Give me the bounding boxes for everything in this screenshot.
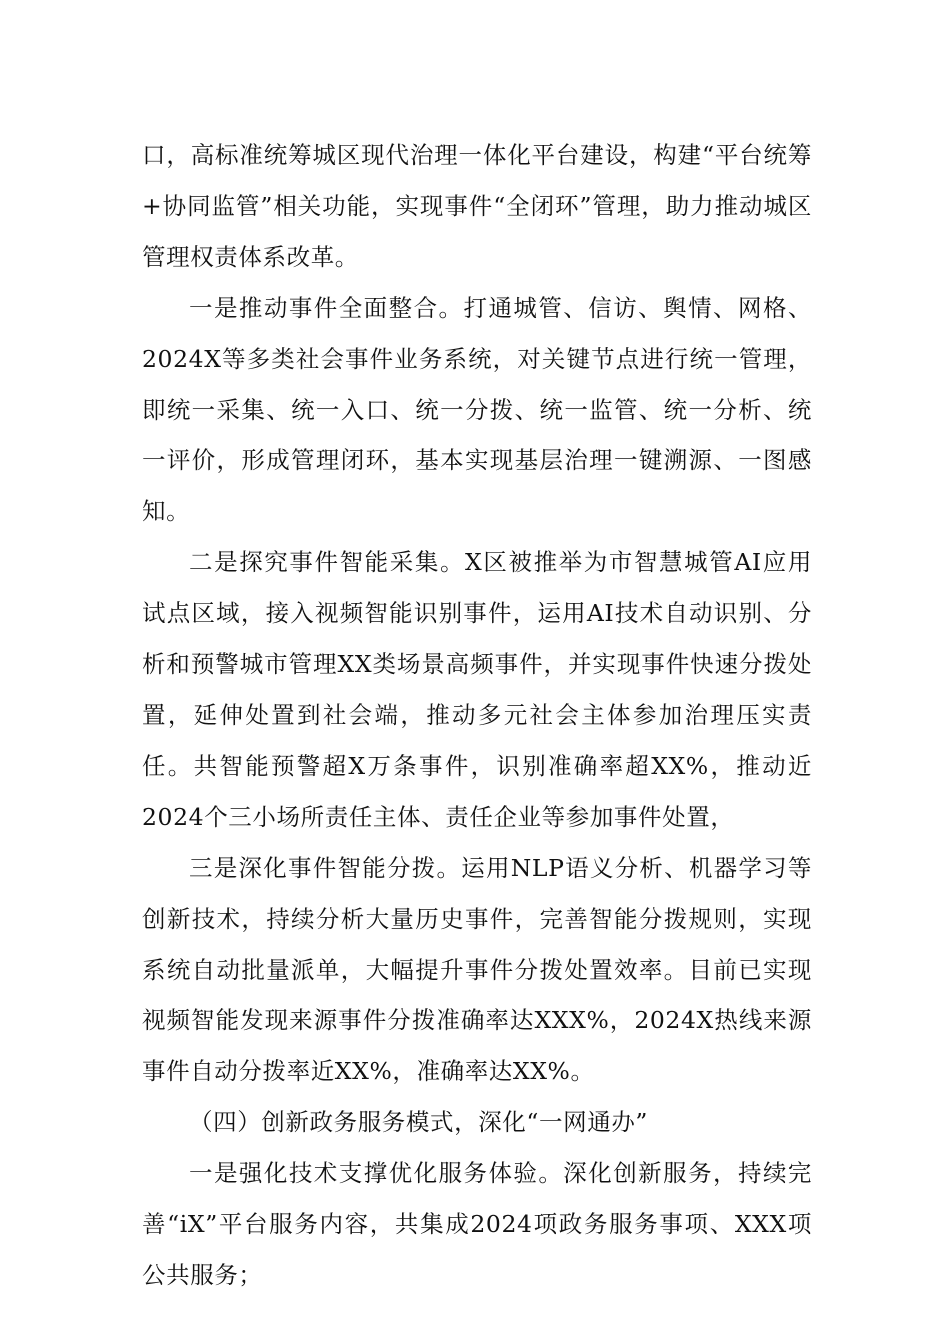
text-line: 责任企业等参加事件处置， — [445, 802, 735, 831]
text-line: 城市管理XX类场景高频事件，并实现事件快速分拨处置，延伸处置 — [142, 650, 812, 729]
text-line: 口，高标准统筹城区现代治理一体化平台建设，构建“平台统筹+协 — [142, 141, 812, 220]
text-line: 来源事件分拨准确率达XXX%，2024X热线来源事件自动分拨率近XX — [142, 1006, 812, 1086]
text-line: 一是推动事件全面整合。打通城管、信访、舆情、网格、2024X — [142, 293, 812, 373]
text-line: 务； — [214, 1260, 263, 1289]
paragraph-smart-dispatch — [142, 843, 812, 1098]
text-line: 二是探究事件智能采集。X区被推举为市智慧城管AI应用试点 — [142, 548, 812, 628]
text-line: 万条事件，识别准确率超XX%，推动近2024个三小场所责任主体、 — [142, 751, 812, 831]
text-line: 等多类社会事件业务系统，对关键节点进行统一管理，即统一采集、 — [142, 344, 812, 424]
text-line: 技术，持续分析大量历史事件，完善智能分拨规则，实现系统自动 — [142, 904, 812, 984]
paragraph-event-integration — [142, 283, 812, 538]
text-line: 到社会端，推动多元社会主体参加治理压实责任。共智能预警超X — [142, 700, 812, 780]
text-line: 批量派单，大幅提升事件分拨处置效率。目前已实现视频智能发现 — [142, 955, 812, 1035]
text-line: 统一入口、统一分拨、统一监管、统一分析、统一评价，形成管理 — [142, 395, 812, 475]
text-line: 三是深化事件智能分拨。运用NLP语义分析、机器学习等创新 — [142, 853, 812, 933]
section-heading-four — [142, 1097, 812, 1148]
document-body — [142, 130, 812, 1301]
text-line: 闭环，基本实现基层治理一键溯源、一图感知。 — [142, 446, 812, 526]
text-line: 一是强化技术支撑优化服务体验。深化创新服务，持续完善 — [142, 1159, 812, 1239]
text-line: %，准确率达XX%。 — [369, 1057, 595, 1086]
text-line: 权责体系改革。 — [190, 242, 359, 271]
paragraph-service-experience — [142, 1148, 812, 1301]
text-line: “iX”平台服务内容，共集成2024项政务服务事项、XXX项公共服 — [142, 1210, 812, 1289]
text-line: （四）创新政务服务模式，深化“一网通办” — [189, 1108, 649, 1137]
text-line: 区域，接入视频智能识别事件，运用AI技术自动识别、分析和预警 — [142, 599, 813, 679]
text-line: 同监管”相关功能，实现事件“全闭环”管理，助力推动城区管理 — [142, 191, 812, 271]
paragraph-platform-intro — [142, 130, 812, 283]
paragraph-smart-collection — [142, 537, 812, 842]
